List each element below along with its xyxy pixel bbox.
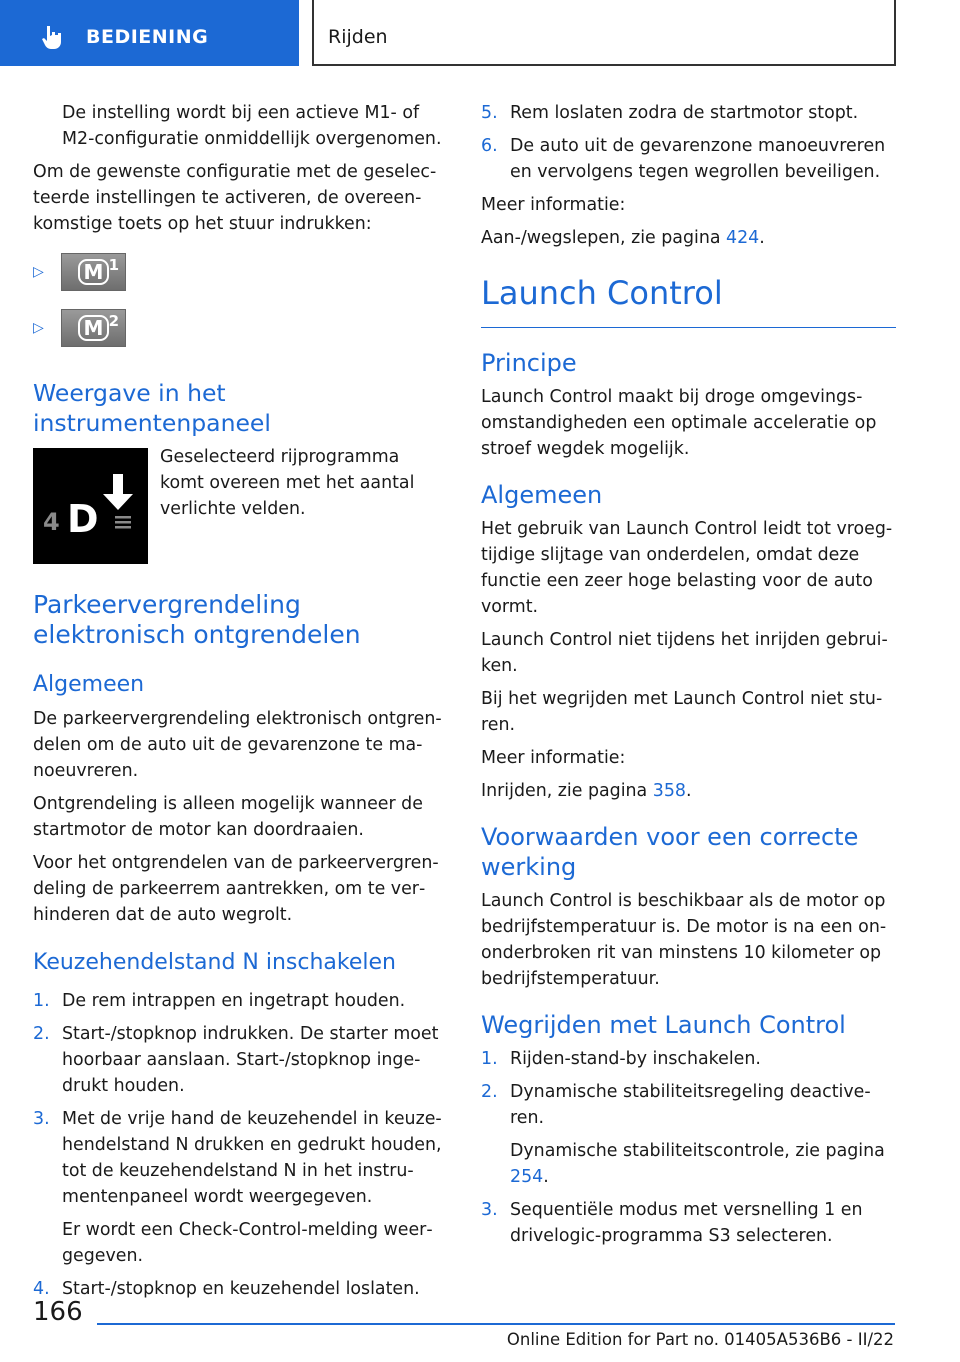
page-number: 166 — [33, 1297, 83, 1327]
step-number: 2. — [33, 1024, 50, 1044]
heading-general: Algemeen — [33, 672, 145, 697]
gear-display-image — [33, 448, 148, 564]
section-tab-label: BEDIENING — [86, 26, 209, 48]
reference-end: . — [685, 781, 692, 801]
page-link[interactable]: 358 — [652, 781, 686, 801]
heading-neutral: Keuzehendelstand N inschakelen — [33, 950, 396, 975]
paragraph: Het gebruik van Launch Control leidt tot vroegtijdige slijtage van onderdelen, omdat deze functie een zeer hoge belasting voor de auto vormt. — [481, 519, 893, 617]
paragraph: Om de gewenste configuratie met de geselecteerde instellingen te activeren, de overeenkomstige toets op het stuur indrukken: — [33, 162, 437, 234]
chapter-header — [312, 0, 896, 66]
m1-key-letter: M — [78, 259, 110, 285]
steps-list — [33, 988, 448, 1302]
heading-unlock: Parkeervergrendeling elektronisch ontgrendelen — [33, 590, 361, 649]
chapter-title: Rijden — [328, 26, 388, 48]
paragraph: Ontgrendeling is alleen mogelijk wanneer de startmotor de motor kan doordraaien. — [33, 794, 423, 840]
paragraph: Meer informatie: — [481, 195, 626, 215]
step-text: Sequentiële modus met versnelling 1 en drivelogic-programma S3 selecteren. — [510, 1200, 863, 1246]
triangle-bullet-icon: ▷ — [33, 264, 44, 280]
steps-list-continued — [481, 100, 896, 185]
step-number: 1. — [481, 1049, 498, 1069]
paragraph: Geselecteerd rijprogramma komt overeen met het aantal verlichte velden. — [160, 447, 415, 519]
reference-end: . — [543, 1167, 549, 1187]
step-text: Rem loslaten zodra de startmotor stopt. — [510, 103, 859, 123]
page-link[interactable]: 254 — [510, 1167, 544, 1187]
gear-number: 4 — [43, 508, 60, 536]
heading-principle: Principe — [481, 349, 577, 377]
drive-steps-list — [481, 1046, 896, 1249]
list-item — [481, 133, 896, 185]
hand-pointer-icon — [38, 22, 68, 52]
list-item — [33, 244, 448, 300]
list-item — [33, 1276, 448, 1302]
gear-display-graphic — [33, 448, 148, 564]
list-item — [481, 1046, 896, 1072]
list-item — [481, 1197, 896, 1249]
step-number: 6. — [481, 136, 498, 156]
step-text: Dynamische stabiliteitsregeling deactiveren. — [510, 1082, 871, 1128]
footer-divider — [97, 1323, 895, 1325]
step-number: 2. — [481, 1082, 498, 1102]
left-column — [33, 100, 448, 1309]
section-tab — [0, 0, 299, 66]
instrument-panel-figure — [33, 448, 448, 564]
step-reference — [510, 1138, 896, 1190]
heading-display: Weergave in het instrumentenpaneel — [33, 379, 271, 437]
m1-key-number: 1 — [108, 256, 119, 274]
paragraph: De parkeervergrendeling elektronisch ontgrendelen om de auto uit de gevarenzone te manoeuvreren. — [33, 709, 442, 781]
heading-launch-control: Launch Control — [481, 273, 896, 328]
step-number: 4. — [33, 1279, 50, 1299]
reference-end: . — [759, 228, 765, 248]
heading-general: Algemeen — [481, 481, 603, 509]
paragraph: Bij het wegrijden met Launch Control niet sturen. — [481, 689, 883, 735]
m2-key-letter: M — [78, 315, 110, 341]
step-text: De auto uit de gevarenzone manoeuvreren en vervolgens tegen wegrollen beveiligen. — [510, 136, 886, 182]
paragraph: Voor het ontgrendelen van de parkeervergrendeling de parkeerrem aantrekken, om te verhinderen dat de auto wegrolt. — [33, 853, 439, 925]
list-item — [33, 1021, 448, 1099]
reference-line — [481, 225, 896, 251]
m2-key-number: 2 — [108, 312, 119, 330]
list-item — [33, 300, 448, 356]
step-number: 5. — [481, 103, 498, 123]
paragraph: Launch Control maakt bij droge omgevingsomstandigheden een optimale acceleratie op stroef wegdek mogelijk. — [481, 387, 877, 459]
edition-note: Online Edition for Part no. 01405A536B6 - II/22 — [506, 1330, 894, 1349]
step-text: Met de vrije hand de keuzehendel in keuzehendelstand N drukken en gedrukt houden, tot de keuzehendelstand N in het instrumentenpaneel wordt weergegeven. — [62, 1109, 442, 1207]
reference-text: Dynamische stabiliteitscontrole, zie pagina — [510, 1141, 885, 1161]
list-item — [481, 1079, 896, 1190]
reference-text: Inrijden, zie pagina — [481, 781, 653, 801]
list-item — [481, 100, 896, 126]
heading-conditions: Voorwaarden voor een correcte werking — [481, 823, 859, 881]
heading-drive: Wegrijden met Launch Control — [481, 1011, 846, 1039]
step-number: 3. — [33, 1109, 50, 1129]
gear-letter: D — [67, 497, 99, 541]
m1-button-icon — [61, 253, 126, 291]
list-item — [33, 1106, 448, 1269]
step-number: 3. — [481, 1200, 498, 1220]
reference-line — [481, 778, 896, 804]
paragraph: De instelling wordt bij een actieve M1- of M2-configuratie onmiddellijk overgenomen. — [62, 103, 442, 149]
paragraph: Meer informatie: — [481, 748, 626, 768]
paragraph: Launch Control niet tijdens het inrijden gebruiken. — [481, 630, 888, 676]
triangle-bullet-icon: ▷ — [33, 320, 44, 336]
step-note: Er wordt een Check-Control-melding weergegeven. — [62, 1220, 433, 1266]
list-item — [33, 988, 448, 1014]
paragraph: Launch Control is beschikbaar als de motor op bedrijfstemperatuur is. De motor is na een ononderbroken rit van minstens 10 kilometer op bedrijfstemperatuur. — [481, 891, 887, 989]
step-text: Rijden-stand-by inschakelen. — [510, 1049, 761, 1069]
right-column — [481, 100, 896, 1256]
shift-down-arrow-icon — [103, 474, 133, 510]
step-text: Start-/stopknop en keuzehendel loslaten. — [62, 1279, 420, 1299]
step-text: Start-/stopknop indrukken. De starter moet hoorbaar aanslaan. Start-/stopknop ingedrukt houden. — [62, 1024, 439, 1096]
step-text: De rem intrappen en ingetrapt houden. — [62, 991, 406, 1011]
reference-text: Aan-/wegslepen, zie pagina — [481, 228, 727, 248]
page-link[interactable]: 424 — [726, 228, 760, 248]
m2-button-icon — [61, 309, 126, 347]
step-number: 1. — [33, 991, 50, 1011]
